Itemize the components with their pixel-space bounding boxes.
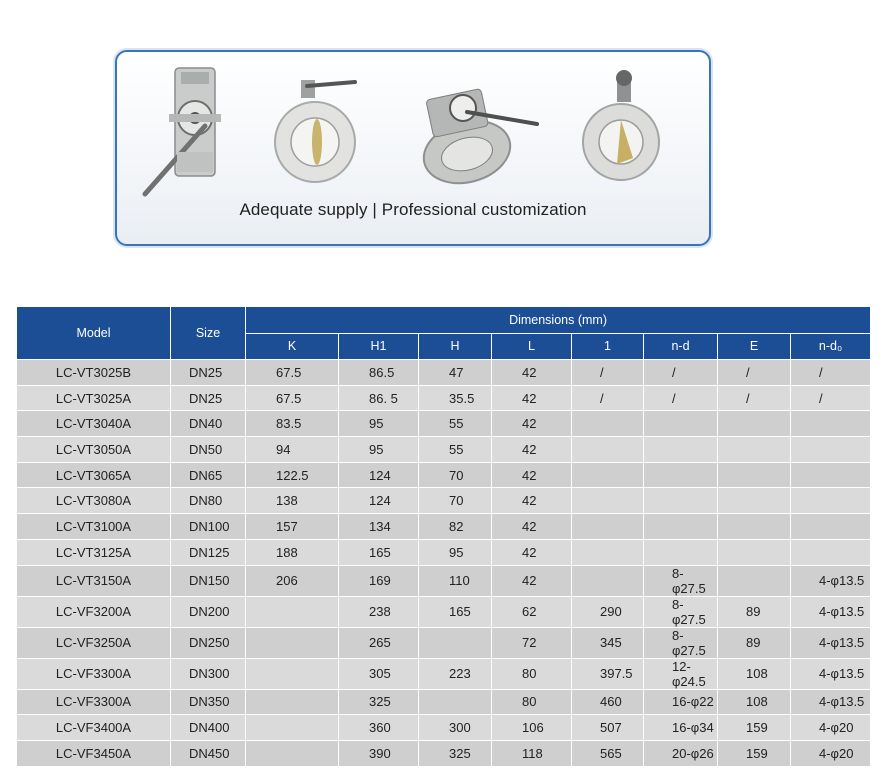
cell-h: 325	[419, 740, 492, 766]
cell-h1: 169	[339, 565, 419, 596]
cell-model: LC-VF3450A	[17, 740, 171, 766]
table-row	[17, 488, 871, 514]
cell-h1: 165	[339, 539, 419, 565]
cell-size: DN40	[171, 411, 246, 437]
cell-k: 122.5	[246, 462, 339, 488]
cell-h1: 95	[339, 411, 419, 437]
cell-h: 47	[419, 360, 492, 386]
cell-e	[718, 565, 791, 596]
cell-1	[572, 539, 644, 565]
header-model: Model	[17, 307, 171, 360]
table-row	[17, 437, 871, 463]
header-size: Size	[171, 307, 246, 360]
cell-h1: 325	[339, 689, 419, 715]
cell-e: 108	[718, 658, 791, 689]
cell-e: 89	[718, 596, 791, 627]
cell-h: 55	[419, 411, 492, 437]
cell-n-d0: 4-φ20	[791, 715, 871, 741]
header-n-d: n-d	[644, 333, 718, 360]
cell-n-d	[644, 514, 718, 540]
cell-l: 42	[492, 488, 572, 514]
cell-k	[246, 596, 339, 627]
cell-l: 42	[492, 385, 572, 411]
cell-size: DN25	[171, 360, 246, 386]
cell-n-d: /	[644, 360, 718, 386]
cell-l: 42	[492, 360, 572, 386]
butterfly-valve-front-view-2-image	[583, 70, 659, 180]
cell-e: /	[718, 360, 791, 386]
table-body	[17, 360, 871, 767]
cell-e: 159	[718, 715, 791, 741]
cell-h	[419, 689, 492, 715]
cell-size: DN100	[171, 514, 246, 540]
cell-h: 55	[419, 437, 492, 463]
cell-k	[246, 689, 339, 715]
header-dimensions: Dimensions (mm)	[246, 307, 871, 334]
cell-n-d0	[791, 539, 871, 565]
table-row	[17, 462, 871, 488]
cell-model: LC-VF3200A	[17, 596, 171, 627]
cell-l: 42	[492, 462, 572, 488]
cell-size: DN125	[171, 539, 246, 565]
cell-h1: 86. 5	[339, 385, 419, 411]
cell-h1: 124	[339, 462, 419, 488]
cell-model: LC-VT3150A	[17, 565, 171, 596]
cell-e: 89	[718, 627, 791, 658]
header-1: 1	[572, 333, 644, 360]
cell-h1: 134	[339, 514, 419, 540]
table-row	[17, 514, 871, 540]
cell-n-d	[644, 437, 718, 463]
cell-e	[718, 411, 791, 437]
cell-l: 80	[492, 689, 572, 715]
dimensions-table	[16, 306, 871, 767]
table-row	[17, 740, 871, 766]
butterfly-valve-gear-image	[417, 89, 537, 193]
butterfly-valve-front-view-image	[275, 80, 355, 182]
cell-l: 42	[492, 437, 572, 463]
cell-l: 62	[492, 596, 572, 627]
cell-n-d: 20-φ26	[644, 740, 718, 766]
cell-n-d: /	[644, 385, 718, 411]
table-row	[17, 565, 871, 596]
table-row	[17, 360, 871, 386]
cell-h1: 265	[339, 627, 419, 658]
table-row	[17, 627, 871, 658]
header-e: E	[718, 333, 791, 360]
cell-n-d: 12-φ24.5	[644, 658, 718, 689]
cell-e	[718, 539, 791, 565]
cell-h	[419, 627, 492, 658]
cell-1	[572, 462, 644, 488]
cell-model: LC-VT3100A	[17, 514, 171, 540]
cell-1: 460	[572, 689, 644, 715]
cell-n-d0	[791, 437, 871, 463]
header-k: K	[246, 333, 339, 360]
cell-n-d0: 4-φ13.5	[791, 565, 871, 596]
cell-n-d: 16-φ34	[644, 715, 718, 741]
cell-l: 42	[492, 514, 572, 540]
cell-size: DN80	[171, 488, 246, 514]
table-row	[17, 411, 871, 437]
cell-e: 108	[718, 689, 791, 715]
cell-k: 83.5	[246, 411, 339, 437]
cell-e	[718, 437, 791, 463]
cell-k	[246, 627, 339, 658]
cell-1: 397.5	[572, 658, 644, 689]
cell-k: 157	[246, 514, 339, 540]
cell-n-d0: /	[791, 385, 871, 411]
cell-1: /	[572, 360, 644, 386]
cell-e: 159	[718, 740, 791, 766]
cell-1: 345	[572, 627, 644, 658]
cell-n-d0	[791, 411, 871, 437]
header-n-d0: n-d₀	[791, 333, 871, 360]
cell-h: 95	[419, 539, 492, 565]
cell-1	[572, 565, 644, 596]
cell-model: LC-VT3025A	[17, 385, 171, 411]
cell-n-d	[644, 462, 718, 488]
cell-size: DN400	[171, 715, 246, 741]
cell-model: LC-VF3300A	[17, 658, 171, 689]
cell-size: DN250	[171, 627, 246, 658]
cell-size: DN450	[171, 740, 246, 766]
cell-model: LC-VT3050A	[17, 437, 171, 463]
cell-h1: 124	[339, 488, 419, 514]
cell-size: DN200	[171, 596, 246, 627]
cell-n-d0: 4-φ13.5	[791, 689, 871, 715]
cell-h: 70	[419, 462, 492, 488]
cell-model: LC-VT3080A	[17, 488, 171, 514]
cell-l: 42	[492, 565, 572, 596]
table-row	[17, 658, 871, 689]
cell-size: DN50	[171, 437, 246, 463]
cell-n-d0: 4-φ20	[791, 740, 871, 766]
cell-e	[718, 462, 791, 488]
cell-n-d0	[791, 514, 871, 540]
cell-h: 110	[419, 565, 492, 596]
cell-n-d	[644, 411, 718, 437]
cell-n-d0	[791, 488, 871, 514]
cell-n-d: 16-φ22	[644, 689, 718, 715]
cell-n-d0: 4-φ13.5	[791, 627, 871, 658]
table-row	[17, 385, 871, 411]
cell-n-d0: /	[791, 360, 871, 386]
cell-1	[572, 411, 644, 437]
cell-h: 35.5	[419, 385, 492, 411]
cell-1	[572, 514, 644, 540]
header-h: H	[419, 333, 492, 360]
cell-n-d: 8-φ27.5	[644, 596, 718, 627]
cell-size: DN25	[171, 385, 246, 411]
table-row	[17, 689, 871, 715]
cell-1: 507	[572, 715, 644, 741]
cell-model: LC-VT3065A	[17, 462, 171, 488]
cell-size: DN350	[171, 689, 246, 715]
cell-size: DN150	[171, 565, 246, 596]
cell-model: LC-VF3300A	[17, 689, 171, 715]
cell-n-d0	[791, 462, 871, 488]
cell-n-d	[644, 488, 718, 514]
table-row	[17, 715, 871, 741]
table-row	[17, 596, 871, 627]
cell-size: DN300	[171, 658, 246, 689]
cell-l: 106	[492, 715, 572, 741]
cell-n-d: 8-φ27.5	[644, 627, 718, 658]
cell-1	[572, 488, 644, 514]
header-l: L	[492, 333, 572, 360]
cell-k: 94	[246, 437, 339, 463]
cell-k: 67.5	[246, 360, 339, 386]
cell-n-d: 8-φ27.5	[644, 565, 718, 596]
cell-n-d	[644, 539, 718, 565]
cell-k: 67.5	[246, 385, 339, 411]
cell-1	[572, 437, 644, 463]
cell-l: 42	[492, 539, 572, 565]
product-banner	[115, 50, 711, 246]
banner-caption: Adequate supply | Professional customization	[239, 200, 587, 219]
cell-model: LC-VT3025B	[17, 360, 171, 386]
cell-k	[246, 658, 339, 689]
cell-k: 206	[246, 565, 339, 596]
cell-e: /	[718, 385, 791, 411]
cell-e	[718, 488, 791, 514]
cell-h: 223	[419, 658, 492, 689]
cell-h1: 305	[339, 658, 419, 689]
cell-size: DN65	[171, 462, 246, 488]
cell-l: 118	[492, 740, 572, 766]
cell-k	[246, 740, 339, 766]
cell-h1: 95	[339, 437, 419, 463]
cell-n-d0: 4-φ13.5	[791, 658, 871, 689]
cell-l: 72	[492, 627, 572, 658]
cell-h: 300	[419, 715, 492, 741]
cell-model: LC-VF3400A	[17, 715, 171, 741]
cell-h1: 238	[339, 596, 419, 627]
cell-l: 42	[492, 411, 572, 437]
table-row	[17, 539, 871, 565]
cell-model: LC-VT3125A	[17, 539, 171, 565]
cell-h: 165	[419, 596, 492, 627]
cell-e	[718, 514, 791, 540]
cell-k: 188	[246, 539, 339, 565]
cell-1: /	[572, 385, 644, 411]
cell-h1: 390	[339, 740, 419, 766]
cell-1: 290	[572, 596, 644, 627]
cell-k: 138	[246, 488, 339, 514]
butterfly-valve-side-view-image	[145, 68, 221, 194]
cell-model: LC-VF3250A	[17, 627, 171, 658]
cell-model: LC-VT3040A	[17, 411, 171, 437]
header-h1: H1	[339, 333, 419, 360]
cell-h: 70	[419, 488, 492, 514]
cell-h: 82	[419, 514, 492, 540]
cell-k	[246, 715, 339, 741]
cell-h1: 360	[339, 715, 419, 741]
cell-h1: 86.5	[339, 360, 419, 386]
cell-l: 80	[492, 658, 572, 689]
cell-1: 565	[572, 740, 644, 766]
cell-n-d0: 4-φ13.5	[791, 596, 871, 627]
